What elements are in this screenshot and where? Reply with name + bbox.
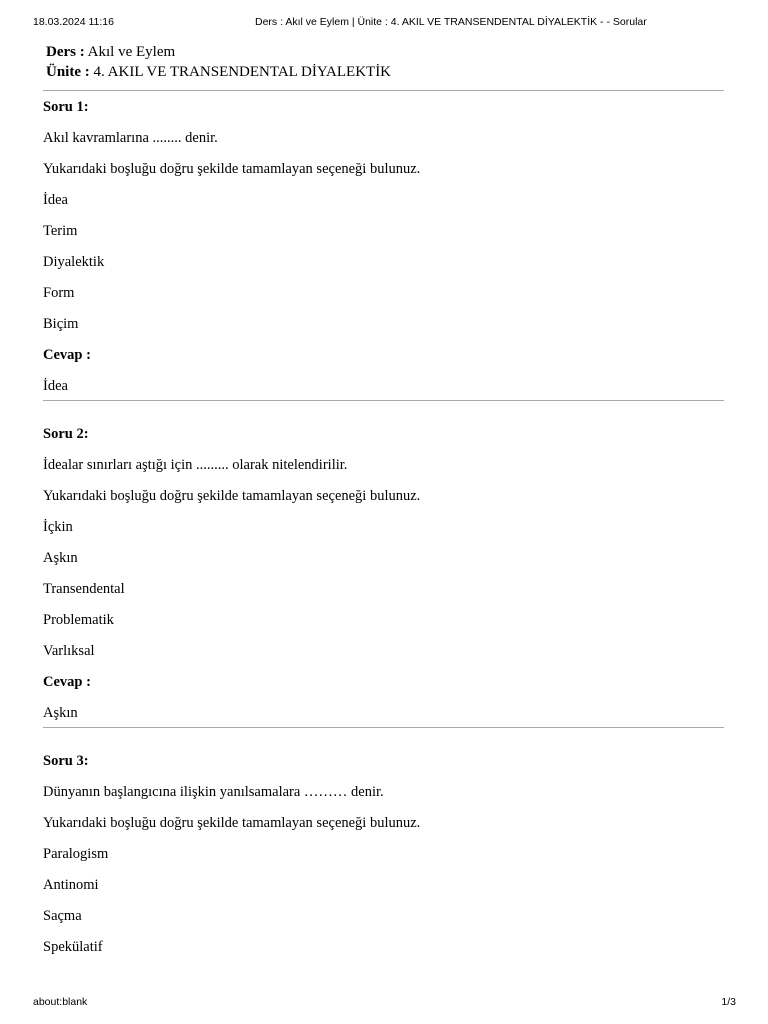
answer-label: Cevap : (43, 674, 91, 690)
question-1 (43, 98, 724, 395)
option-item: Diyalektik (43, 254, 105, 270)
answer-value: Aşkın (43, 705, 78, 721)
option-item: Spekülatif (43, 939, 103, 955)
option-item: Varlıksal (43, 643, 95, 659)
question-2 (43, 425, 724, 722)
option-item: İdea (43, 192, 68, 208)
print-page-number: 1/3 (721, 996, 736, 1008)
question-divider (43, 727, 724, 728)
print-footer (33, 996, 736, 1010)
question-3 (43, 752, 724, 969)
question-title: Soru 3: (43, 753, 89, 769)
option-item: İçkin (43, 519, 73, 535)
question-stem: Dünyanın başlangıcına ilişkin yanılsamalara ……… denir. (43, 784, 384, 800)
option-item: Paralogism (43, 846, 109, 862)
answer-value: İdea (43, 378, 68, 394)
question-stem: Akıl kavramlarına ........ denir. (43, 130, 218, 146)
option-item: Form (43, 285, 75, 301)
question-instruction: Yukarıdaki boşluğu doğru şekilde tamamlayan seçeneği bulunuz. (43, 488, 421, 504)
option-item: Antinomi (43, 877, 99, 893)
option-item: Saçma (43, 908, 82, 924)
question-instruction: Yukarıdaki boşluğu doğru şekilde tamamlayan seçeneği bulunuz. (43, 815, 421, 831)
question-stem: İdealar sınırları aştığı için ......... olarak nitelendirilir. (43, 457, 348, 473)
option-item: Biçim (43, 316, 79, 332)
print-datetime: 18.03.2024 11:16 (33, 16, 114, 28)
answer-label: Cevap : (43, 347, 91, 363)
document-body (43, 42, 724, 969)
print-page-title: Ders : Akıl ve Eylem | Ünite : 4. AKIL VE TRANSENDENTAL DİYALEKTİK - - Sorular (255, 16, 647, 28)
question-title: Soru 2: (43, 426, 89, 442)
print-url: about:blank (33, 996, 88, 1008)
option-item: Aşkın (43, 550, 78, 566)
option-item: Transendental (43, 581, 125, 597)
course-label: Ders : (46, 44, 85, 60)
question-instruction: Yukarıdaki boşluğu doğru şekilde tamamlayan seçeneği bulunuz. (43, 161, 421, 177)
question-title: Soru 1: (43, 99, 89, 115)
option-item: Terim (43, 223, 78, 239)
header-divider (43, 90, 724, 91)
unit-label: Ünite : (46, 64, 90, 80)
print-header (33, 16, 736, 30)
unit-value: 4. AKIL VE TRANSENDENTAL DİYALEKTİK (93, 64, 392, 80)
question-divider (43, 400, 724, 401)
course-line (43, 42, 724, 62)
unit-line (43, 62, 724, 82)
course-value: Akıl ve Eylem (87, 44, 176, 60)
option-item: Problematik (43, 612, 114, 628)
